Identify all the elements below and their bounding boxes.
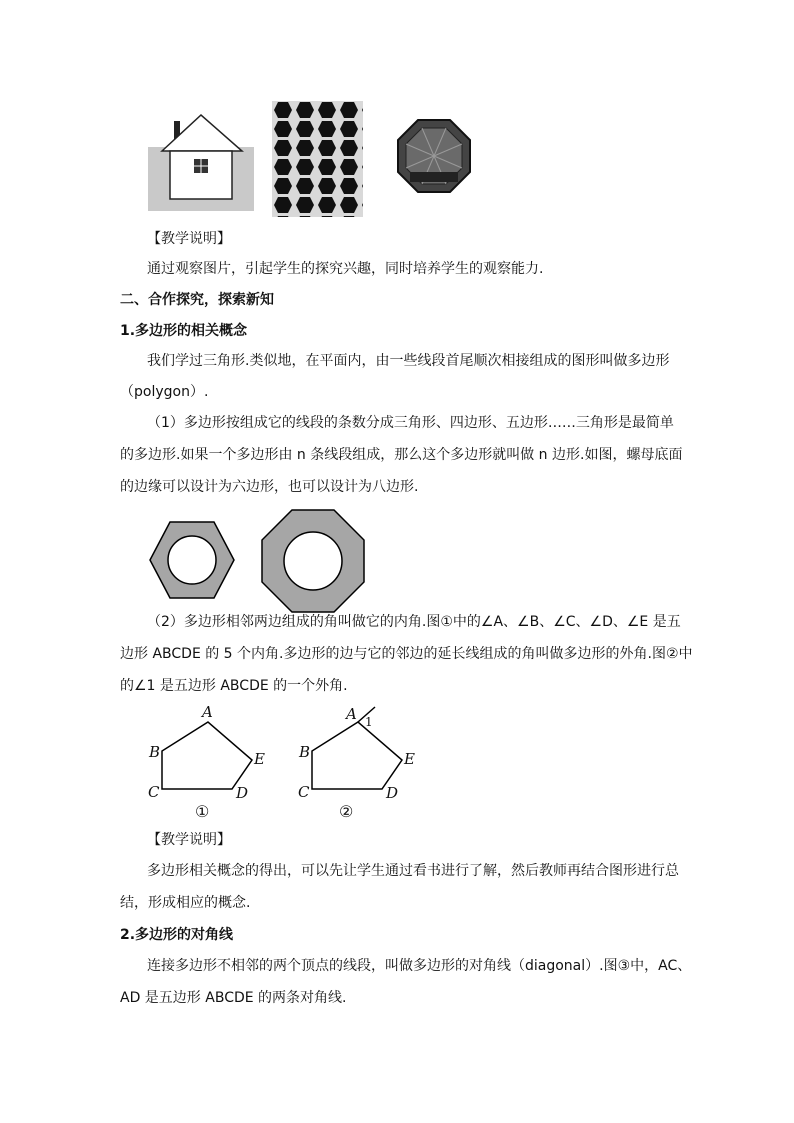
vertex-label-a: A bbox=[202, 703, 213, 721]
vertex-label-c: C bbox=[148, 783, 160, 801]
paragraph-line: 的∠1 是五边形 ABCDE 的一个外角. bbox=[120, 678, 348, 694]
pentagon-abcde-1 bbox=[162, 722, 252, 789]
figure-caption-2: ② bbox=[339, 802, 354, 821]
vertex-label-d: D bbox=[236, 784, 249, 802]
paragraph-line: 结，形成相应的概念. bbox=[120, 895, 251, 911]
pentagon-figure-2 bbox=[295, 700, 435, 825]
house-photo bbox=[148, 107, 254, 211]
vertex-label-c: C bbox=[298, 783, 310, 801]
figure-caption-1: ① bbox=[195, 802, 210, 821]
paragraph-line: （polygon）. bbox=[120, 384, 209, 400]
paragraph-line: 的边缘可以设计为六边形，也可以设计为八边形. bbox=[120, 479, 419, 495]
teaching-note-heading: 【教学说明】 bbox=[147, 231, 231, 247]
section-title: 二、合作探究，探索新知 bbox=[120, 292, 274, 308]
angle-label-1: 1 bbox=[365, 715, 373, 729]
paragraph-line: （2）多边形相邻两边组成的角叫做它的内角.图①中的∠A、∠B、∠C、∠D、∠E 是五 bbox=[147, 614, 681, 630]
vertex-label-b: B bbox=[299, 743, 311, 761]
hexagon-nut-figure bbox=[149, 521, 235, 599]
subsection-title: 2.多边形的对角线 bbox=[120, 927, 234, 943]
vertex-label-e: E bbox=[404, 750, 415, 768]
paragraph-line: 的多边形.如果一个多边形由 n 条线段组成，那么这个多边形就叫做 n 边形.如图，螺母底面 bbox=[120, 447, 683, 463]
paragraph-line: AD 是五边形 ABCDE 的两条对角线. bbox=[120, 990, 347, 1006]
pentagon-figure-1 bbox=[140, 700, 280, 825]
paragraph-line: 连接多边形不相邻的两个顶点的线段，叫做多边形的对角线（diagonal）.图③中，AC、 bbox=[147, 958, 692, 974]
paragraph-line: 多边形相关概念的得出，可以先让学生通过看书进行了解，然后教师再结合图形进行总 bbox=[147, 863, 679, 879]
subsection-title: 1.多边形的相关概念 bbox=[120, 323, 248, 339]
paragraph-line: （1）多边形按组成它的线段的条数分成三角形、四边形、五边形……三角形是最简单 bbox=[147, 415, 674, 431]
vertex-label-d: D bbox=[386, 784, 399, 802]
pentagon-abcde-2 bbox=[312, 722, 402, 789]
vertex-label-a: A bbox=[346, 705, 357, 723]
paragraph-line: 边形 ABCDE 的 5 个内角.多边形的边与它的邻边的延长线组成的角叫做多边形的外角.图②中 bbox=[120, 646, 693, 662]
vertex-label-b: B bbox=[149, 743, 161, 761]
teaching-note-heading: 【教学说明】 bbox=[147, 832, 231, 848]
octagon-window-photo bbox=[396, 118, 472, 194]
vertex-label-e: E bbox=[254, 750, 265, 768]
teaching-note-text: 通过观察图片，引起学生的探究兴趣，同时培养学生的观察能力. bbox=[147, 261, 544, 277]
paragraph-line: 我们学过三角形.类似地，在平面内，由一些线段首尾顺次相接组成的图形叫做多边形 bbox=[147, 353, 670, 369]
honeycomb-photo bbox=[272, 101, 363, 217]
octagon-nut-figure bbox=[261, 509, 365, 613]
